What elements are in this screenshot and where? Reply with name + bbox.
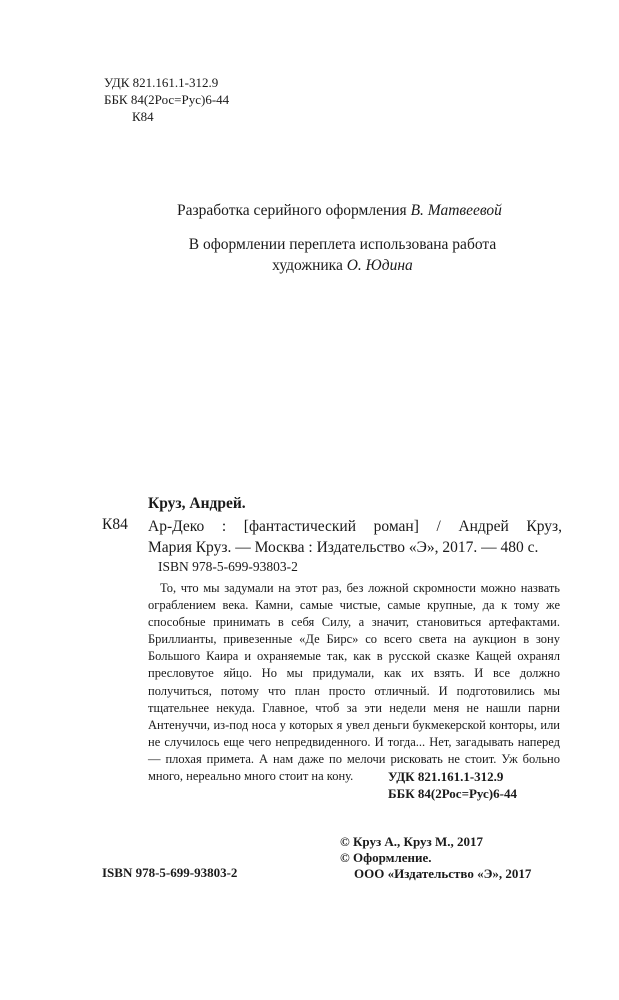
isbn-bottom: ISBN 978-5-699-93803-2 [102,865,238,880]
book-annotation [148,580,560,785]
cover-credit-line1: В оформлении переплета использована работа [188,236,497,253]
author-mark: К84 [132,109,154,124]
copyright-notice [340,834,531,882]
catalog-description-line1: Ар-Деко : [фантастический роман] / Андрей Круз, [148,518,562,535]
classification-codes-bottom [388,768,517,802]
catalog-isbn: ISBN 978-5-699-93803-2 [158,559,298,574]
cover-artist-name: О. Юдина [346,257,413,274]
design-credits [0,200,619,276]
series-design-credit: Разработка серийного оформления В. Матвеевой [177,202,502,219]
catalog-author: Круз, Андрей. [148,495,246,512]
bbk-code-bottom: ББК 84(2Рос=Рус)6-44 [388,786,517,801]
bbk-code: ББК 84(2Рос=Рус)6-44 [104,92,230,107]
catalog-description [148,516,562,558]
series-designer-name: В. Матвеевой [410,202,502,219]
udk-code: УДК 821.161.1-312.9 [104,75,219,90]
catalog-code: К84 [102,516,128,533]
cover-credit-line2: художника О. Юдина [272,257,413,274]
copyright-design: © Оформление. [340,850,432,865]
copyright-authors: © Круз А., Круз М., 2017 [340,834,484,849]
annotation-text: То, что мы задумали на этот раз, без ложной скромности можно назвать ограблением века. Камни, самые чистые, самые крупные, да к тому же способные принимать в себя Силу, а значит, становиться артефактами. Бриллианты, привезенные «Де Бирс» со всего света на аукцион в зону Большого Каира и охраняемые так, как в русской сказке Кащей охранял пресловутое яйцо. Но мы придумали, как их взять. И все должно получиться, потому что план просто отличный. И подготовились мы тщательнее некуда. Главное, чтоб за эти недели меня не нашли парни Антенуччи, из-под носа у которых я увел деньги букмекерской конторы, или не случилось еще чего непредвиденного. И тогда... Нет, загадывать наперед — плохая примета. А нам даже по мелочи рисковать не стоит. Уж больно много, нереально много стоит на кону. [148,581,560,784]
catalog-description-line2: Мария Круз. — Москва : Издательство «Э», 2017. — 480 с. [148,539,539,556]
classification-codes-top [104,74,229,125]
udk-code-bottom: УДК 821.161.1-312.9 [388,769,504,784]
copyright-publisher: ООО «Издательство «Э», 2017 [354,866,532,881]
